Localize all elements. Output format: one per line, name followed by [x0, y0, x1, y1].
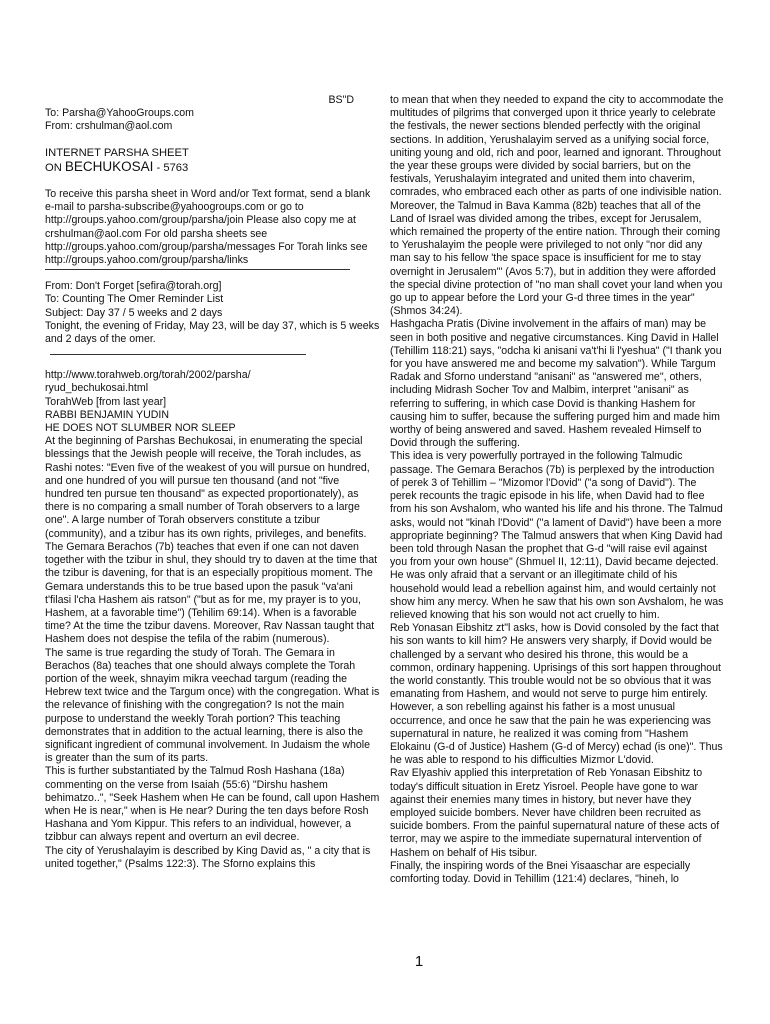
parsha-title — [45, 160, 380, 175]
left-column — [45, 0, 380, 871]
parsha-year: - 5763 — [153, 161, 189, 174]
article-paragraph: The Gemara Berachos (7b) teaches that even if one can not daven together with the tzibur in shul, they should try to daven at the time that the tzibur is davening, for that is an especially propitious moment. The Gemara understands this to be true based upon the pasuk "va'ani t'filasi l'cha Hashem ais ratson" ("but as for me, my prayer is to you, Hashem, at a favorable time") (Tehilim 69:14). When is a favorable time? At the time the tzibur davens. Moreover, Rav Nassan taught that Hashem does not despise the tefila of the rabim (numerous). — [45, 540, 378, 646]
page-number: 1 — [414, 953, 424, 970]
article-url: http://www.torahweb.org/torah/2002/parsha/ — [45, 369, 251, 382]
article-paragraph: The city of Yerushalayim is described by King David as, " a city that is united together," (Psalms 122:3). The Sforno explains this — [45, 844, 371, 870]
article-heading: HE DOES NOT SLUMBER NOR SLEEP — [45, 422, 236, 435]
header-to: To: Parsha@YahooGroups.com — [45, 107, 194, 120]
article-paragraph: Hashgacha Pratis (Divine involvement in the affairs of man) may be seen in both positive and negative circumstances. King David in Hallel (Tehillim 118:21) says, "odcha ki anisani va't'hi li l'yeshua" ("I thank you for you have answered me and become my salvation"). While Targum Radak and Sforno understand "anisani" as "answered me", others, including Midrash Socher Tov and Malbim, interpret "anisani" as referring to suffering, in which case Dovid is thanking Hashem for causing him to suffer, because the suffering purged him and made him worthy of being answered and saved. Hashem revealed Himself to Dovid through the suffering. — [390, 318, 722, 450]
omer-body: Tonight, the evening of Friday, May 23, will be day 37, which is 5 weeks and 2 days of the omer. — [45, 319, 380, 346]
sheet-title: INTERNET PARSHA SHEET — [45, 146, 189, 159]
article-paragraph: Rav Elyashiv applied this interpretation of Reb Yonasan Eibshitz to today's difficult situation in Eretz Yisroel. People have gone to war against their enemies many times in history, but never have they employed suicide bombers. Never have children been recruited as suicide bombers. From the painful supernatural nature of these acts of terror, may we aspire to the immediate supernatural intervention of Hashem on behalf of His tsibur. — [390, 767, 720, 859]
omer-to: To: Counting The Omer Reminder List — [45, 293, 224, 306]
article-paragraph: At the beginning of Parshas Bechukosai, in enumerating the special blessings that the Jewish people will receive, the Torah includes, as Rashi notes: "Even five of the weakest of you will pursue on hundred, and one hundred of you will pursue ten thousand (and not "five hundred ten pursue ten thousand" as expected proportionately), as there is no comparing a small number of Torah observers to a large one". A large number of Torah observers constitute a tzibur (community), and a tzibur has its own rights, privileges, and benefits. — [45, 435, 370, 540]
article-paragraph: Finally, the inspiring words of the Bnei Yisaaschar are especially comforting today. Dovid in Tehillim (121:4) declares, "hineh, lo — [390, 859, 691, 885]
omer-from: From: Don't Forget [sefira@torah.org] — [45, 280, 222, 293]
article-paragraph: This idea is very powerfully portrayed in the following Talmudic passage. The Gemara Berachos (7b) is perplexed by the introduction of perek 3 of Tehillim – "Mizomor l'Dovid" ("a song of David"). The perek recounts the tragic episode in his life, when David had to flee from his son Avshalom, who wanted his life and his throne. The Talmud asks, would not "kinah l'Dovid" ("a lament of David") have been a more appropriate beginning? The Talmud answers that when King David had been told through Nasan the prophet that G-d "will raise evil against you from your own house" (Shmuel II, 12:11), David became dejected. He was only afraid that a servant or an illegitimate child of his household would lead a rebellion against him, and would certainly not show him any mercy. When he saw that his own son Avshalom, he was relieved knowing that his son would not act cruelly to him. — [390, 450, 724, 621]
header-from: From: crshulman@aol.com — [45, 120, 173, 133]
separator-rule — [45, 269, 350, 270]
parsha-name: BECHUKOSAI — [64, 158, 154, 174]
article-paragraph: to mean that when they needed to expand the city to accommodate the multitudes of pilgrims that converged upon it thrice yearly to celebrate the festivals, the newer sections blended perfectly with the original sections. In addition, Yerushalayim served as a unifying social force, uniting young and old, rich and poor, learned and ignorant. Throughout the year these groups were divided by social barriers, but on the festivals, Yerushalayim integrated and united them into chaverim, comrades, who embraced each other as parts of one indivisible nation. Moreover, the Talmud in Bava Kamma (82b) teaches that all of the Land of Israel was divided among the tribes, except for Jerusalem, which remained the property of the entire nation. Through their coming to Yerushalayim the people were privileged to not only "nor did any man say to his fellow 'the space space is insufficient for me to stay overnight in Jerusalem'" (Avos 5:7), but in addition they were afforded the special divine protection of "no man shall covet your land when you go up to appear before the Lord your G-d three times in the year" (Shmos 34:24). — [390, 94, 724, 318]
article-author: RABBI BENJAMIN YUDIN — [45, 408, 170, 421]
right-column — [390, 94, 725, 886]
article-paragraph: This is further substantiated by the Talmud Rosh Hashana (18a) commenting on the verse from Isaiah (55:6) "Dirshu hashem behimatzo..", "Seek Hashem when He can be found, call upon Hashem when He is near," when is He near? During the ten days before Rosh Hashana and Yom Kippur. This refers to an individual, however, a tzibbur can always repent and overturn an evil decree. — [45, 765, 380, 844]
omer-subject: Subject: Day 37 / 5 weeks and 2 days — [45, 306, 223, 319]
subscribe-info: To receive this parsha sheet in Word and/or Text format, send a blank e-mail to parsha-subscribe@yahoogroups.com or go to http://groups.yahoo.com/group/parsha/join Please also copy me at crshulman@aol.com For old parsha sheets see http://groups.yahoo.com/group/parsha/messages For Torah links see http://groups.yahoo.com/group/parsha/links — [45, 188, 371, 267]
article-paragraph: The same is true regarding the study of Torah. The Gemara in Berachos (8a) teaches that one should always complete the Torah portion of the week, shnayim mikra veechad targum (reading the Hebrew text twice and the Targum once) with the congregation. What is the relevance of finishing with the congregation? Is not the main purpose to understand the weekly Torah portion? This teaching demonstrates that in addition to the actual learning, there is also the significant ingredient of communal involvement. In Judaism the whole is greater than the sum of its parts. — [45, 646, 380, 765]
article-source: TorahWeb [from last year] — [45, 395, 167, 408]
parsha-title-on: ON — [45, 161, 65, 174]
article-url: ryud_bechukosai.html — [45, 382, 149, 395]
article-paragraph: Reb Yonasan Eibshitz zt"l asks, how is Dovid consoled by the fact that his son wants to kill him? He answers very sharply, if Dovid would be challenged by a servant who desired his throne, this would be a common, ordinary happening. Uprisings of this sort happen throughout the world constantly. This trouble would not be so obvious that it was emanating from Hashem, and would not serve to purge him entirely. However, a son rebelling against his father is a most unusual occurrence, and once he saw that the pain he was experiencing was supernatural in nature, he realized it was coming from "Hashem Elokainu (G-d of Justice) Hashem (G-d of Mercy) echad (is one)". Thus he was able to respond to his difficulties Mizmor L'dovid. — [390, 622, 723, 767]
bsd-mark: BS"D — [328, 94, 354, 106]
separator-rule — [50, 354, 306, 355]
